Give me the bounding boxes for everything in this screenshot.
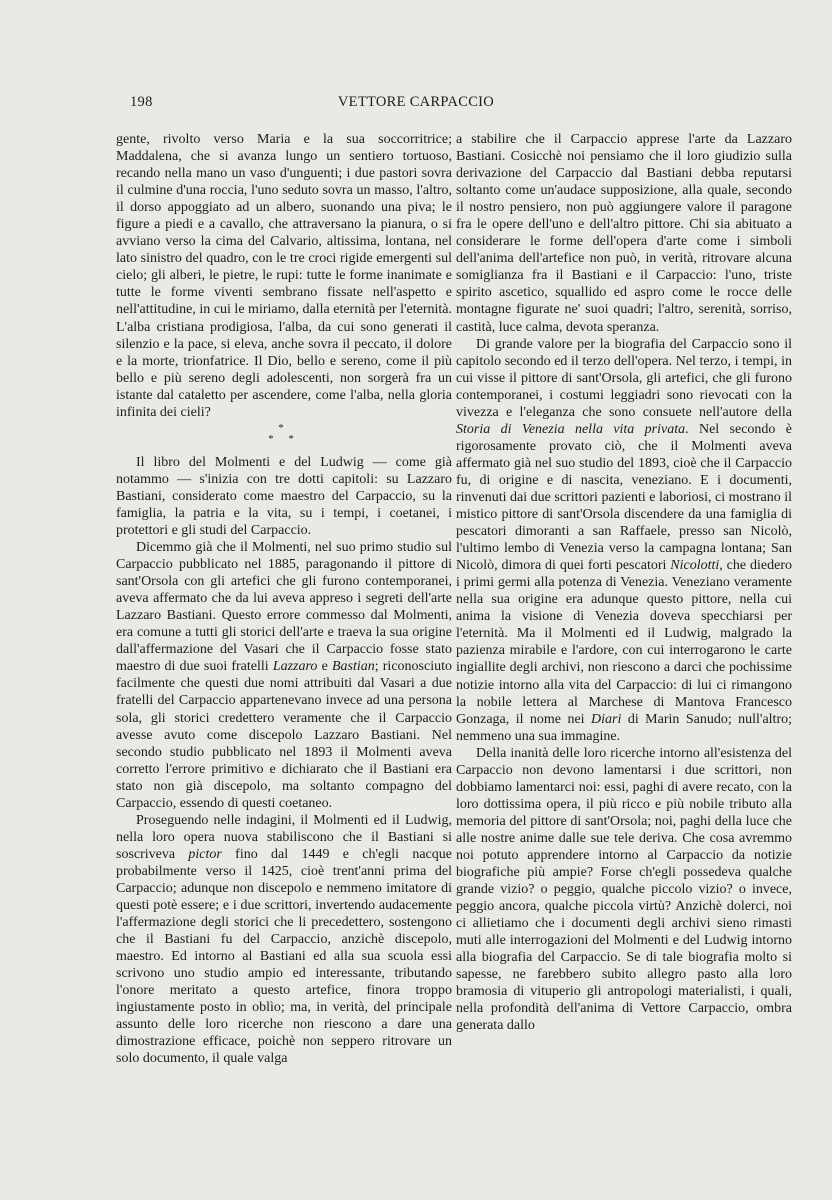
italic-name-lazzaro: Lazzaro xyxy=(272,659,318,675)
asterism-top: * xyxy=(278,421,290,434)
text-run: Dicemmo già che il Molmenti, nel suo primo studio sul Carpaccio pubblicato nel 1885, paragonando il pittore di sant'Orsola con gli artefici che gli furono contemporanei, aveva affermato che da lui aveva appreso i segreti dell'arte Lazzaro Bastiani. Questo errore commesso dal Molmenti, era comune a tutti gli storici dell'arte e traeva la sua origine dall'affermazione del Vasari che il Carpaccio fosse stato maestro di due suoi fratelli xyxy=(116,540,452,675)
page-number: 198 xyxy=(130,94,153,110)
paragraph-research xyxy=(116,812,452,1068)
asterism-divider xyxy=(116,423,452,445)
paragraph-molmenti-first-study xyxy=(116,539,452,812)
text-run: e xyxy=(317,659,332,675)
paragraph-biography-value xyxy=(456,336,792,745)
right-column xyxy=(456,131,792,1034)
text-run: di Marin Sanudo; null'altro; nemmeno una sua immagine. xyxy=(456,711,792,744)
paragraph-book-intro: Il libro del Molmenti e del Ludwig — come già notammo — s'inizia con tre dotti capitoli: su Lazzaro Bastiani, considerato come maestro del Carpaccio, su la famiglia, la patria e la vita, su i tempi, i coetanei, i protettori e gli studi del Carpaccio. xyxy=(116,454,452,538)
paragraph-continuation: gente, rivolto verso Maria e la sua soccorritrice; Maddalena, che si avanza lungo un sentiero tortuoso, recando nella mano un vaso d'unguenti; i due pastori sovra il culmine d'una roccia, l'uno seduto sovra un masso, l'altro, il dorso appoggiato ad un albero, suonando una piva; le figure a piedi e a cavallo, che attraversano la pianura, o si avviano verso la cima del Calvario, altissima, lontana, nel lato sinistro del quadro, con le tre croci rigide emergenti sul cielo; gli alberi, le pietre, le rupi: tutte le forme inanimate e tutte le forme viventi sembrano fissate nell'aspetto e nell'attitudine, in cui le miriamo, dalla eternità per l'eternità. L'alba cristiana prodigiosa, l'alba, da cui sono generati il silenzio e la pace, si eleva, anche sovra il peccato, il dolore e la morte, trionfatrice. Il Dio, bello e sereno, come il più bello e più sereno degli adolescenti, non sorgerà fra un istante dal cataletto per ascendere, come l'alba, nella gloria infinita dei cieli? xyxy=(116,132,452,420)
paragraph-inanity: Della inanità delle loro ricerche intorno all'esistenza del Carpaccio non devono lamentarsi i due scrittori, non dobbiamo lamentarci noi: essi, paghi di avere recato, con la loro dottissima opera, il più ricco e più nobile tributo alla memoria del pittore di sant'Orsola; noi, paghi della luce che alle nostre anime dalle sue tele deriva. Che cosa avremmo noi potuto apprendere intorno al Carpaccio da notizie biografiche più ampie? Forse ch'egli possedeva qualche grande vizio? o peggio, qualche piccolo vizio? o invece, peggio ancora, qualche piccola virtù? Anzichè dolerci, noi ci allietiamo che i documenti degli archivi sieno rimasti muti alle interrogazioni del Molmenti e del Ludwig intorno alla biografia del Carpaccio. Se di tale biografia molto si sapesse, ne farebbero subito allegro pasto alla loro bramosia di vituperio gli antropologi materialisti, i quali, nella profondità dell'anima di Vettore Carpaccio, ombra generata dallo xyxy=(456,745,792,1034)
italic-book-title: Storia di Venezia nella vita privata xyxy=(456,421,686,437)
text-run: fino dal 1449 e ch'egli nacque probabilmente verso il 1425, cioè trent'anni prima del Carpaccio; adunque non discepolo e nemmeno imitatore di questi potè essere; e i due scrittori, invertendo audacemente l'affermazione degli storici che li precedettero, sostengono che il Bastiani fu del Carpaccio, anzichè discepolo, maestro. Ed intorno al Bastiani ed alla sua scuola essi scrivono uno studio ampio ed interessante, tributando l'onore meritato a questo artefice, finora troppo ingiustamente posto in oblìo; ma, in verità, del principale assunto delle loro ricerche non riescono a dare una dimostrazione efficace, poichè non seppero ritrovare un solo documento, il quale valga xyxy=(116,846,452,1067)
italic-diari: Diari xyxy=(591,711,622,727)
text-run: , che diedero i primi germi alla potenza di Venezia. Veneziano veramente nella sua origine era adunque questo pittore, nella cui anima la visione di Venezia doveva specchiarsi per l'eternità. Ma il Molmenti ed il Ludwig, malgrado la pazienza mirabile e l'ardore, con cui interrogarono le carte ingiallite degli archivi, non riescono a darci che pochissime notizie intorno alla vita del Carpaccio: di lui ci rimangono la nobile lettera al Marchese di Mantova Francesco Gonzaga, il nome nei xyxy=(456,558,792,727)
page-header xyxy=(130,94,702,114)
running-title: VETTORE CARPACCIO xyxy=(337,94,495,110)
asterism-bottom: * * xyxy=(268,432,300,445)
text-run: Di grande valore per la biografia del Carpaccio sono il capitolo secondo ed il terzo dell'opera. Nel terzo, i tempi, in cui visse il pittore di sant'Orsola, gli artefici, che gli furono contemporanei, i costumi leggiadri sono rievocati con la vivezza e l'eleganza che sono consuete nell'autore della xyxy=(456,336,792,420)
paragraph-continuation: a stabilire che il Carpaccio apprese l'arte da Lazzaro Bastiani. Cosicchè noi pensiamo che il loro giudizio sulla derivazione del Carpaccio dal Bastiani debba reputarsi soltanto come un'audace supposizione, alla quale, secondo il nostro pensiero, non può aggiungere valore il paragone fra le opere dell'uno e dell'altro pittore. Chi sia abituato a considerare le forme dell'opera d'arte come i simboli dell'anima dell'artefice non può, in verità, ritrovare alcuna somiglianza fra il Bastiani e il Carpaccio: l'uno, triste spirito ascetico, squallido ed aspro come le rocce delle montagne figurate ne' suoi quadri; l'altro, serenità, sorriso, castità, luce calma, devota speranza. xyxy=(456,132,792,335)
text-run: . Nel secondo è rigorosamente provato ciò, che il Molmenti aveva affermato già nel suo studio del 1893, cioè che il Carpaccio fu, di origine e di nascita, veneziano. E i documenti, rinvenuti dai due scrittori pazienti e laboriosi, ci mostrano il mistico pittore di sant'Orsola discendere da una famiglia di pescatori dimoranti a san Raffaele, presso san Nicolò, l'ultimo lembo di Venezia verso la campagna lontana; San Nicolò, dimora di quei forti pescatori xyxy=(456,421,792,574)
italic-name-bastian: Bastian xyxy=(331,659,375,675)
italic-pictor: pictor xyxy=(188,846,222,862)
left-column xyxy=(116,131,452,1067)
text-run: Proseguendo nelle indagini, il Molmenti ed il Ludwig, nella loro opera nuova stabiliscono che il Bastiani si soscriveva xyxy=(116,812,452,862)
italic-nicolotti: Nicolotti xyxy=(670,558,720,574)
text-run: ; riconosciuto facilmente che questi due nomi attribuiti dal Vasari a due fratelli del Carpaccio appartenevano invece ad una persona sola, gli storici credettero veramente che il Carpaccio avesse avuto come discepolo Lazzaro Bastiani. Nel secondo studio pubblicato nel 1893 il Molmenti aveva corretto l'errore primitivo e dichiarato che il Bastiani era stato non già discepolo, ma soltanto compagno del Carpaccio, essendo di questi coetaneo. xyxy=(116,659,452,811)
